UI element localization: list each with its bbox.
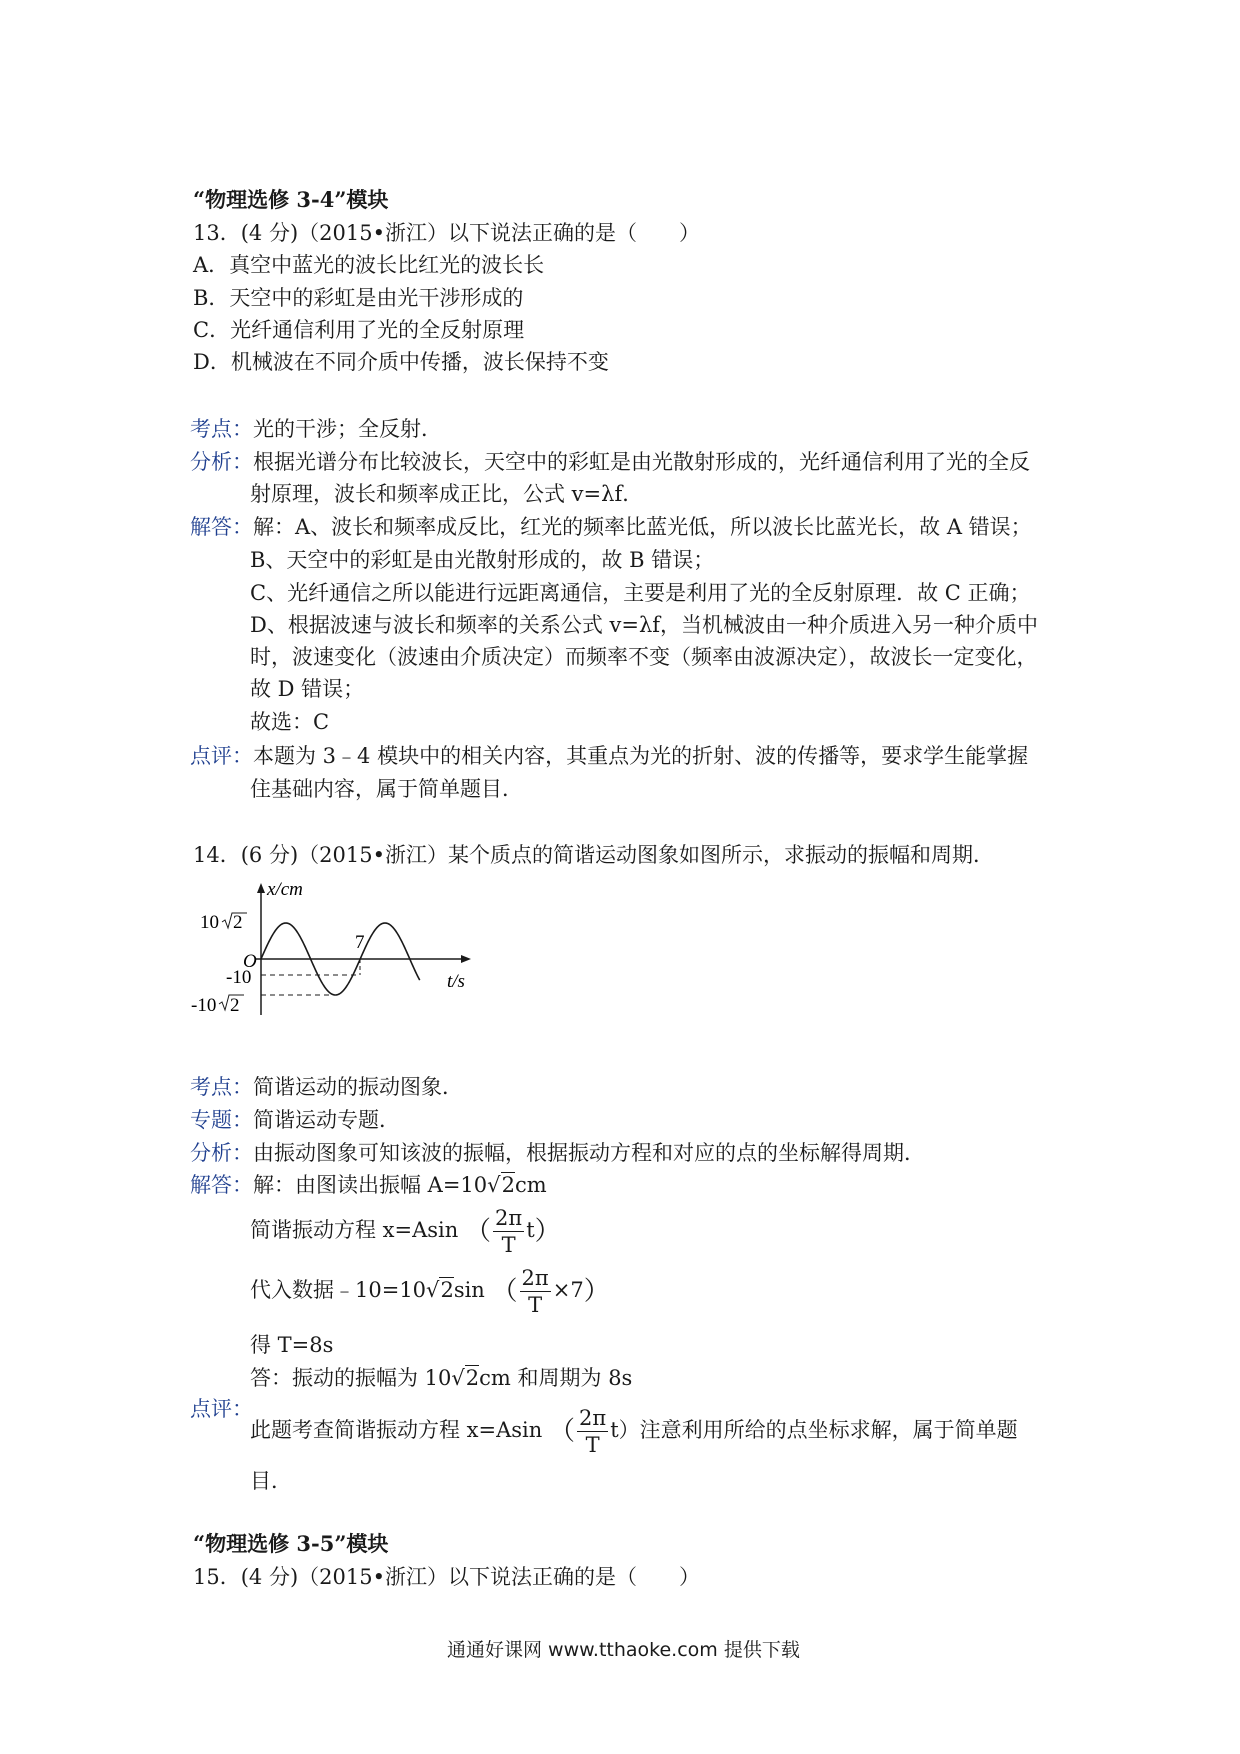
q13-dianping [190,744,1028,768]
y-top-coef: 10 [200,912,219,933]
fenxi-text-1: 根据光谱分布比较波长，天空中的彩虹是由光散射形成的，光纤通信利用了光的全反 [253,450,1030,474]
fenxi-label: 分析： [190,1141,253,1165]
jieda-line-5: 时，波速变化（波速由介质决定）而频率不变（频率由波源决定），故波长一定变化， [250,645,1038,669]
fenxi-label: 分析： [190,450,253,474]
q13-jieda [190,515,1032,539]
y-axis-label: x/cm [267,879,303,900]
solution-line-5: 答：振动的振幅为 10√2cm 和周期为 8s [250,1366,633,1390]
fraction-2pi-over-T: $\frac{2\pi}{T}$ [579,1406,607,1457]
jieda-line-2: B、天空中的彩虹是由光散射形成的，故 B 错误； [250,548,715,572]
q14-fenxi [190,1141,925,1165]
y-axis-arrow [257,883,265,893]
jieda-line-3: C、光纤通信之所以能进行远距离通信，主要是利用了光的全反射原理．故 C 正确； [250,581,1031,605]
y-neg10-label: -10 [226,967,252,988]
solution-line-1-pre: 解：由图读出振幅 A=10 [253,1173,488,1197]
dianping-label: 点评： [190,744,253,768]
kaodian-label: 考点： [190,417,253,441]
t-label-7: 7 [355,932,365,953]
q14-kaodian [190,1075,463,1099]
jieda-line-6: 故 D 错误； [250,677,365,701]
jieda-line-4: D、根据波速与波长和频率的关系公式 v=λf，当机械波由一种介质进入另一种介质中 [250,613,1039,637]
zhuanti-label: 专题： [190,1108,253,1132]
q15-stem: 15．(4 分)（2015•浙江）以下说法正确的是（ ） [193,1565,700,1589]
sqrt-2: √2 [487,1173,515,1197]
fraction-2pi-over-T: $\frac{2\pi}{T}$ [521,1266,549,1317]
q14-zhuanti [190,1108,400,1132]
fraction-2pi-over-T: $\frac{2\pi}{T}$ [495,1206,523,1257]
q13-kaodian [190,417,442,441]
zhuanti-text: 简谐运动专题． [253,1108,400,1132]
q13-fenxi-line-2: 射原理，波长和频率成正比，公式 v=λf． [250,482,644,506]
section-title-3-5: “物理选修 3-5”模块 [193,1531,389,1556]
q14-jieda [190,1173,547,1197]
x-axis-label: t/s [447,971,465,992]
kaodian-label: 考点： [190,1075,253,1099]
footer-credit: 通通好课网 www.tthaoke.com 提供下载 [447,1639,800,1661]
jieda-line-1: 解：A、波长和频率成反比，红光的频率比蓝光低，所以波长比蓝光长，故 A 错误； [253,515,1032,539]
q14-stem: 14．(6 分)（2015•浙江）某个质点的简谐运动图象如图所示，求振动的振幅和周期． [193,843,994,867]
jieda-label: 解答： [190,1173,253,1197]
q13-fenxi [190,450,1030,474]
substitution-text: 代入数据﹣10=10 [250,1278,427,1302]
q13-option-d: D．机械波在不同介质中传播，波长保持不变 [193,350,609,374]
q14-dianping: 此题考查简谐振动方程 x=Asin （ $\frac{2\pi}{T}$ t）注意利用所给的点坐标求解，属于简单题 [250,1406,1018,1457]
q13-dianping-line-2: 住基础内容，属于简单题目． [250,777,523,801]
x-axis-arrow [461,955,471,963]
q13-stem: 13．(4 分)（2015•浙江）以下说法正确的是（ ） [193,221,700,245]
y-bottom-rad: 2 [230,995,240,1016]
kaodian-text: 简谐运动的振动图象． [253,1075,463,1099]
shm-graph [185,875,485,1025]
q13-option-b: B．天空中的彩虹是由光干涉形成的 [193,286,524,310]
jieda-line-7: 故选：C [250,710,330,734]
equation-text: 简谐振动方程 x=Asin [250,1218,459,1242]
jieda-label: 解答： [190,515,253,539]
section-title-3-4: “物理选修 3-4”模块 [193,187,389,212]
solution-line-3: 代入数据﹣10=10√2sin （ $\frac{2\pi}{T}$ ×7） [250,1266,610,1317]
dianping-text-1: 本题为 3﹣4 模块中的相关内容，其重点为光的折射、波的传播等，要求学生能掌握 [253,744,1029,768]
fenxi-text: 由振动图象可知该波的振幅，根据振动方程和对应的点的坐标解得周期． [253,1141,925,1165]
y-bottom-coef: -10 [191,995,217,1016]
y-top-rad: 2 [233,912,243,933]
q14-dianping-end: 目． [250,1469,292,1493]
origin-label: O [243,951,257,972]
unit-cm: cm [514,1173,547,1197]
q13-option-c: C．光纤通信利用了光的全反射原理 [193,318,525,342]
solution-line-2: 简谐振动方程 x=Asin （ $\frac{2\pi}{T}$ t） [250,1206,561,1257]
q13-option-a: A．真空中蓝光的波长比红光的波长长 [193,253,545,277]
q14-dianping-label: 点评： [190,1397,253,1421]
solution-line-4: 得 T=8s [250,1333,334,1357]
kaodian-text: 光的干涉；全反射． [253,417,442,441]
